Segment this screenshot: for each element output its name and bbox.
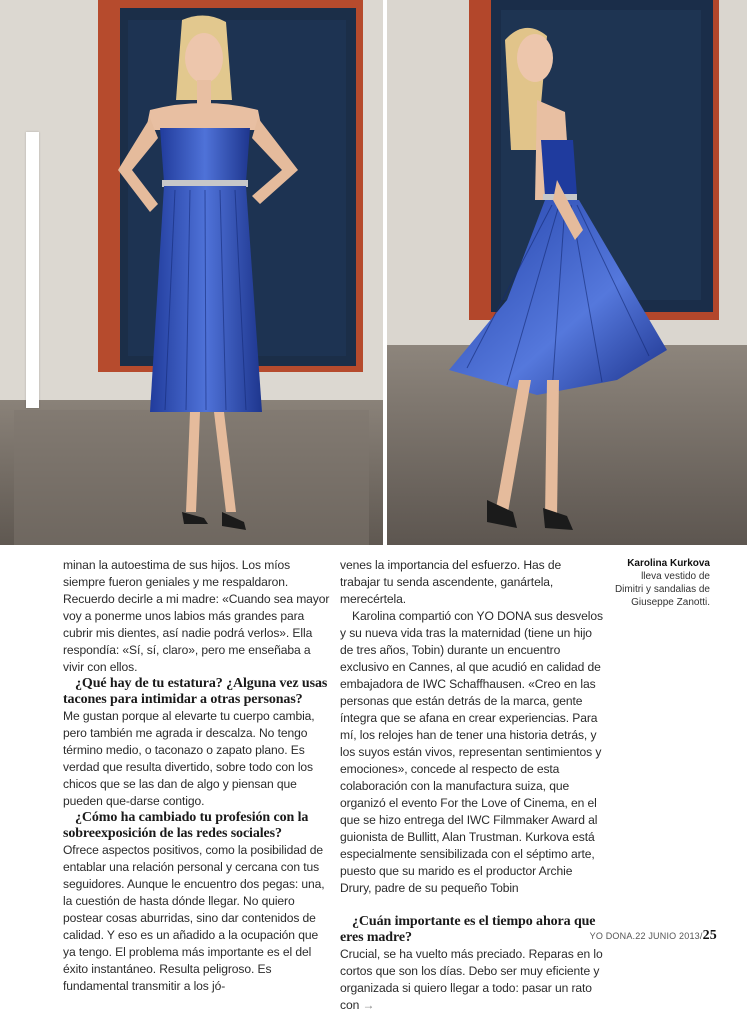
page-number: 25 [702,928,717,943]
question-heading: ¿Qué hay de tu estatura? ¿Alguna vez usas tacones para intimidar a otras personas? [63,676,328,707]
paragraph: venes la importancia del esfuerzo. Has de trabajar tu senda ascendente, ganártela, merecértela. [340,558,562,606]
spacer [340,897,604,914]
continue-arrow-icon: → [362,998,375,1012]
paragraph-last [340,946,604,1014]
photo-right [387,0,747,545]
paragraph: Karolina compartió con YO DONA sus desvelos y su nueva vida tras la maternidad (tiene un hijo de tres años, Tobin) durante un encuentro exclusivo en Cannes, al que acudió en calidad de embajadora de IWC Schaffhausen. «Creo en las personas que están detrás de la marca, gente íntegra que se afana en crear experiencias. Para mí, los relojes han de tener una historia detrás, y los suyos están vivos, representan sentimientos y emociones», concede al respecto de esta colaboración con la manufactura suiza, que organizó el evento For the Love of Cinema, en el que se hizo entrega del IWC Filmmaker Award al guionista de Bullitt, Alan Trustman. Kurkova está especialmente sensibilizada con el séptimo arte, puesto que su marido es el productor Archie Drury, padre de su pequeño Tobin [340,609,603,895]
paragraph: Me gustan porque al elevarte tu cuerpo cambia, pero también me agrada ir descalza. No tengo término medio, o taconazo o zapato plano. Es verdad que resulta divertido, sobre todo con los chicos que se las dan de algo y piensan que pueden que-darse contigo. [63,709,315,808]
page-folio [590,928,717,944]
caption-name: Karolina Kurkova [627,558,710,569]
article-column-1 [63,557,331,995]
folio-date: .22 JUNIO 2013/ [632,931,703,941]
folio-publication: YO DONA [589,931,633,941]
model-front-illustration [0,0,383,545]
paragraph-text: Crucial, se ha vuelto más preciado. Reparas en lo cortos que son los días. Debo ser muy eficiente y organizada si quiero llegar a todo: pasar un rato con [340,947,603,1012]
model-twirl-illustration [387,0,747,545]
question-heading: ¿Cuán importante es el tiempo ahora que eres madre? [340,914,596,945]
paragraph: minan la autoestima de sus hijos. Los míos siempre fueron geniales y me respaldaron. Recuerdo decirle a mi madre: «Cuando sea mayor voy a ponerme unos labios más grandes para cubrir mis dientes, así nadie podrá verlos». Ella respondía: «Sí, sí, claro», pero me enseñaba a vivir con ellos. [63,558,330,674]
photo-caption [612,557,710,609]
article-column-2 [340,557,604,1014]
caption-text: lleva vestido de Dimitri y sandalias de Giuseppe Zanotti. [614,571,710,608]
question-heading: ¿Cómo ha cambiado tu profesión con la sobreexposición de las redes sociales? [63,810,309,841]
sidebar-accent-bar [26,132,39,408]
photo-left [0,0,383,545]
paragraph: Ofrece aspectos positivos, como la posibilidad de entablar una relación personal y cercana con tus seguidores. Aunque le encuentro dos pegas: una, la cuestión de hasta dónde llegar. No quiero postear cosas aburridas, sino dar contenidos de calidad. Y eso es un añadido a la ocupación que ya tengo. El problema más importante es el del éxito instantáneo. Resulta peligroso. Es fundamental transmitir a los jó- [63,843,325,993]
